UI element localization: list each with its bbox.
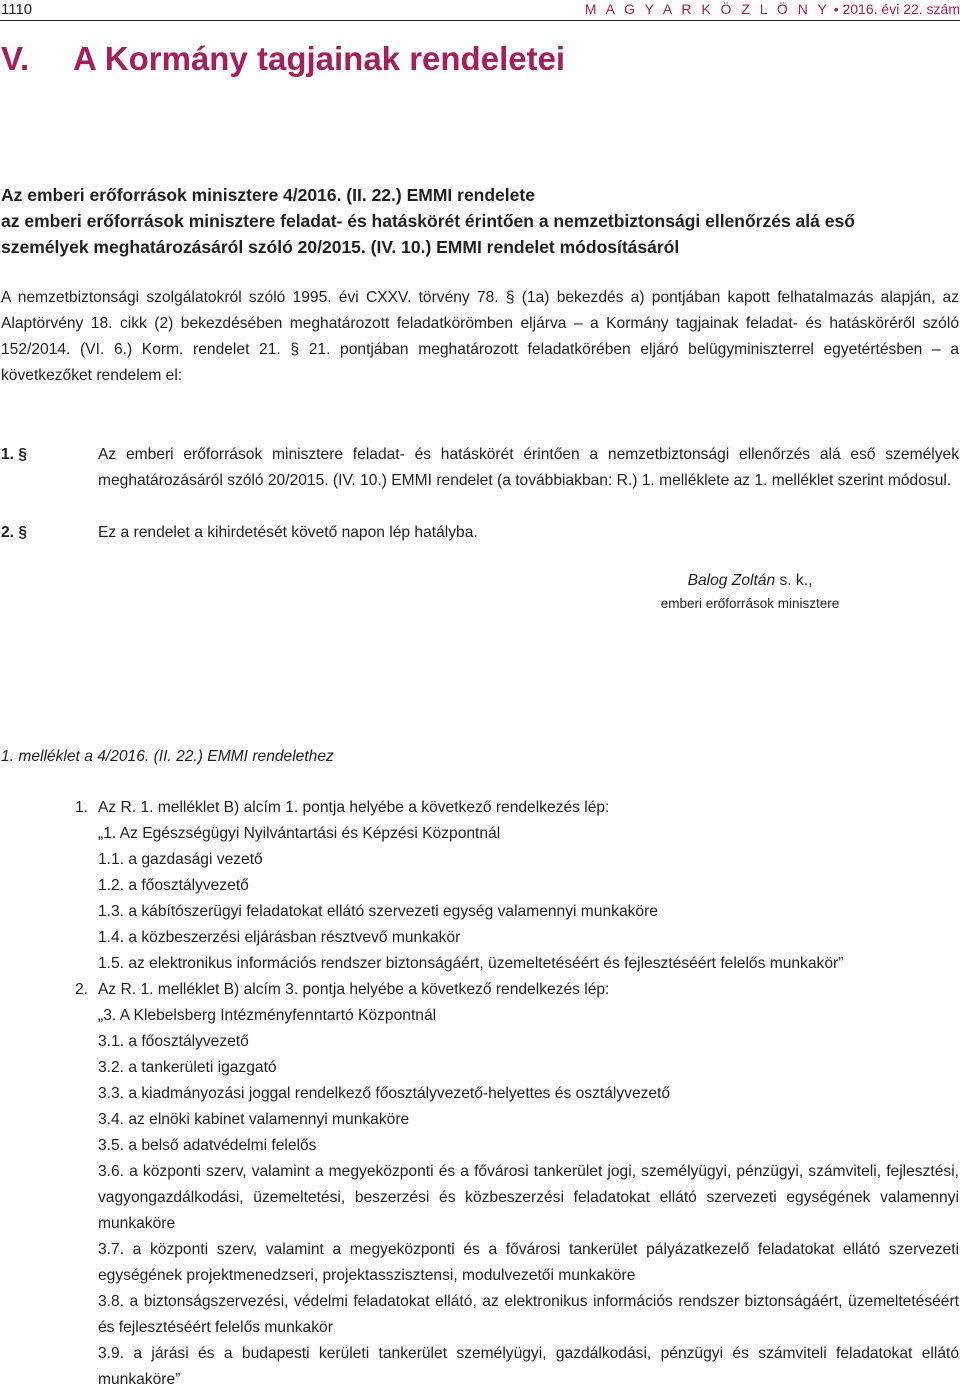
list-item: 3.9. a járási és a budapesti kerületi tankerület személyügyi, gazdálkodási, pénzügyi és számviteli feladatokat ellátó munkaköre”: [98, 1345, 959, 1388]
paragraph-text: Az emberi erőforrások minisztere feladat- és hatáskörét érintően a nemzetbiztonsági ellenőrzés alá eső személyek meghatározásáról szóló 20/2015. (IV. 10.) EMMI rendelet (a továbbiakban: R.) 1. melléklete az 1. melléklet szerint módosul.: [98, 446, 959, 489]
annex-item-intro: [0, 977, 960, 1003]
header-bullet: •: [833, 1, 843, 17]
header-divider: [0, 20, 960, 21]
annex-item-intro-text: Az R. 1. melléklet B) alcím 1. pontja helyébe a következő rendelkezés lép:: [98, 799, 610, 816]
list-item: 3.3. a kiadmányozási joggal rendelkező főosztályvezető-helyettes és osztályvezető: [98, 1085, 671, 1102]
annex-item-intro: [0, 795, 960, 821]
decree-title-line: az emberi erőforrások minisztere feladat- és hatáskörét érintően a nemzetbiztonsági ellenőrzés alá eső: [1, 211, 855, 231]
list-item: 3.2. a tankerületi igazgató: [98, 1059, 277, 1076]
list-item: 1.1. a gazdasági vezető: [98, 851, 263, 868]
paragraph-number: 2. §: [1, 524, 28, 541]
list-item: 3.8. a biztonságszervezési, védelmi feladatokat ellátó, az elektronikus információs rendszer biztonságáért, üzemeltetéséért és fejlesztéséért felelős munkakör: [98, 1293, 959, 1336]
paragraph-number: 1. §: [1, 446, 28, 463]
list-item: 3.4. az elnöki kabinet valamennyi munkaköre: [98, 1111, 410, 1128]
annex-item-number: 2.: [75, 981, 89, 998]
signature-name: [600, 570, 900, 592]
annex-list: [0, 795, 960, 1393]
list-item: 3.7. a központi szerv, valamint a megyeközponti és a fővárosi tankerület pályázatkezelő feladatokat ellátó szervezeti egységének projektmenedzseri, projektasszisztensi, modulvezetői munkaköre: [98, 1241, 959, 1284]
annex-item-number: 1.: [75, 799, 89, 816]
signatory-name: Balog Zoltán: [687, 572, 776, 589]
decree-title: [1, 182, 959, 260]
paragraph-1: [1, 442, 959, 494]
list-item: 1.3. a kábítószerügyi feladatokat ellátó szervezeti egység valamennyi munkaköre: [98, 903, 658, 920]
list-item: „1. Az Egészségügyi Nyilvántartási és Képzési Központnál: [98, 825, 501, 842]
decree-title-line: Az emberi erőforrások minisztere 4/2016. (II. 22.) EMMI rendelete: [1, 185, 535, 205]
signatory-role: emberi erőforrások minisztere: [660, 596, 840, 611]
list-item: 1.5. az elektronikus információs rendszer biztonságáért, üzemeltetéséért és fejlesztéséért felelős munkakör”: [98, 955, 844, 972]
page-header: [0, 0, 960, 22]
list-item: 3.6. a központi szerv, valamint a megyeközponti és a fővárosi tankerület jogi, személyügyi, pénzügyi, számviteli, fejlesztési, vagyongazdálkodási, üzemeltetési, beszerzési és közbeszerzési feladatokat ellátó szervezeti egységének valamennyi munkaköre: [98, 1163, 959, 1232]
issue-label: 2016. évi 22. szám: [842, 1, 960, 17]
list-item: 3.1. a főosztályvezető: [98, 1033, 249, 1050]
section-title: A Kormány tagjainak rendeletei: [73, 40, 566, 77]
publication-name: M A G Y A R K Ö Z L Ö N Y: [584, 1, 830, 17]
preamble: A nemzetbiztonsági szolgálatokról szóló 1995. évi CXXV. törvény 78. § (1a) bekezdés a) pontjában kapott felhatalmazás alapján, az Alaptörvény 18. cikk (2) bekezdésében meghatározott feladatkörömben eljárva – a Kormány tagjainak feladat- és hatásköréről szóló 152/2014. (VI. 6.) Korm. rendelet 21. § 21. pontjában meghatározott feladatkörében eljáró belügyminiszterrel egyetértésben – a következőket rendelem el:: [1, 289, 959, 384]
section-heading: [1, 40, 565, 78]
paragraph-text: Ez a rendelet a kihirdetését követő napon lép hatályba.: [98, 524, 478, 541]
list-item: 1.2. a főosztályvezető: [98, 877, 249, 894]
list-item: 3.5. a belső adatvédelmi felelős: [98, 1137, 317, 1154]
annex-item-2: [0, 977, 960, 1393]
running-head: [585, 1, 960, 17]
annex-item-1: [0, 795, 960, 977]
list-item: „3. A Klebelsberg Intézményfenntartó Központnál: [98, 1007, 437, 1024]
page-number: 1110: [1, 1, 33, 18]
signatory-suffix: s. k.,: [775, 572, 813, 589]
list-item: 1.4. a közbeszerzési eljárásban résztvevő munkakör: [98, 929, 461, 946]
annex-item-intro-text: Az R. 1. melléklet B) alcím 3. pontja helyébe a következő rendelkezés lép:: [98, 981, 610, 998]
section-number: V.: [1, 40, 30, 77]
paragraph-2: [1, 520, 959, 546]
decree-title-line: személyek meghatározásáról szóló 20/2015. (IV. 10.) EMMI rendelet módosításáról: [1, 237, 680, 257]
annex-title: 1. melléklet a 4/2016. (II. 22.) EMMI rendelethez: [1, 748, 334, 765]
